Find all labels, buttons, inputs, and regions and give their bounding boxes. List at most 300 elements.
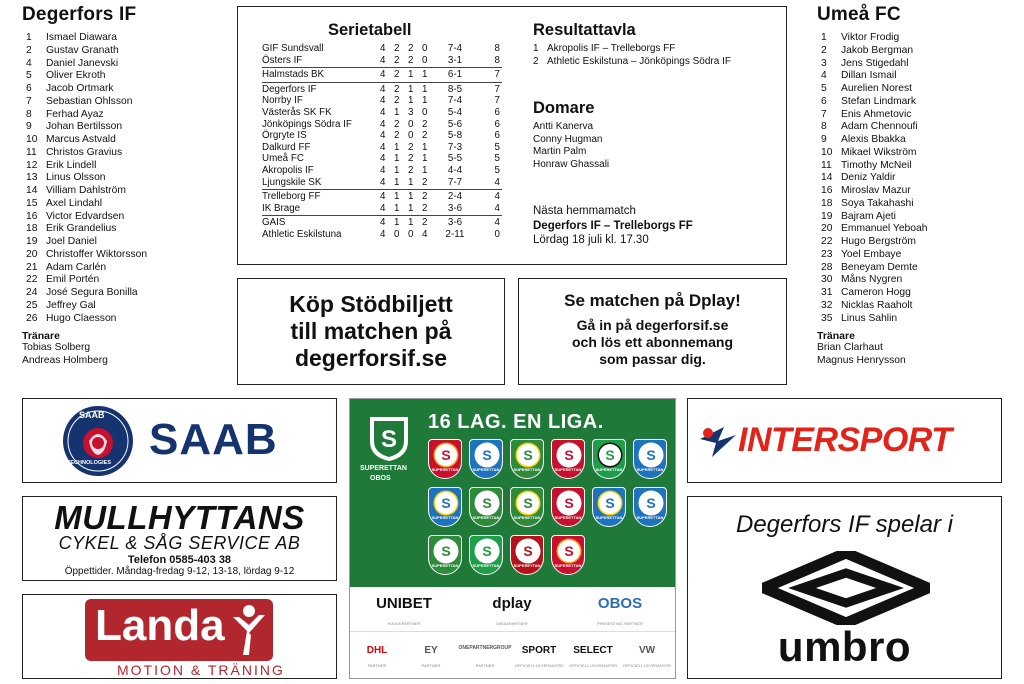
standings-goals: 3-1 [447,54,463,66]
standings-p: 4 [380,202,386,214]
standings-team: Athletic Eskilstuna [262,228,342,240]
standings-l: 1 [422,95,428,107]
player-number: 14 [26,185,38,196]
partner-logo: dplay [492,595,532,612]
standings-title: Serietabell [328,21,412,39]
standings-p: 4 [380,106,386,118]
standings-team: Ljungskile SK [262,176,322,188]
standings-team: Degerfors IF [262,83,317,95]
player-name: Jakob Bergman [841,44,914,56]
player-row [22,160,222,173]
standings-row [262,142,502,154]
player-row [22,70,222,83]
player-row [22,32,222,45]
standings-goals: 8-5 [447,83,463,95]
player-number: 31 [821,287,833,298]
player-row [22,211,222,224]
partner-label: OFFICIELL LEVERANTÖR [568,663,618,668]
player-number: 6 [26,83,32,94]
badge-ring-icon: S [435,540,457,562]
player-row [817,185,1017,198]
team-badge-icon [428,487,462,527]
standings-l: 2 [422,191,428,203]
player-name: Joel Daniel [46,236,97,247]
standings-p: 4 [380,95,386,107]
badge-label: SUPERETTAN [431,467,459,472]
superettan-title: 16 LAG. EN LIGA. [428,411,604,433]
standings-goals: 2-4 [447,191,463,203]
partner-logo: VW [638,645,656,656]
player-row [817,134,1017,147]
standings-p: 4 [380,83,386,95]
team-badge-icon [592,439,626,479]
standings-l: 2 [422,118,428,130]
player-row [817,121,1017,134]
referees-list [533,121,609,171]
standings-row [262,203,502,215]
superettan-logo-icon [364,413,414,463]
player-name: Dillan Ismail [841,70,897,82]
player-name: Victor Edvardsen [46,210,125,222]
standings-p: 4 [380,54,386,66]
person-figure-icon [229,603,269,657]
badge-label: SUPERETTAN [554,515,582,520]
player-row [817,262,1017,275]
player-number: 14 [821,172,833,184]
home-team-column [22,4,222,367]
badge-ring-icon: S [517,492,539,514]
player-number: 20 [26,248,38,260]
badge-ring-icon: S [558,540,580,562]
standings-row [262,189,502,203]
standings-l: 1 [422,164,428,176]
partner-label: PARTNER [475,663,495,668]
badge-ring-icon: S [517,444,539,466]
standings-l: 0 [422,43,428,54]
player-number: 10 [26,134,38,145]
standings-d: 1 [408,176,414,188]
player-row [22,274,222,287]
player-number: 26 [26,312,38,324]
badge-label: SUPERETTAN [595,515,623,520]
away-coach-1: Brian Clarhaut [817,342,883,354]
standings-goals: 3-6 [447,217,463,229]
standings-team: Västerås SK FK [262,106,332,118]
standings-d: 0 [408,228,414,240]
player-number: 13 [26,172,38,184]
badge-label: SUPERETTAN [472,515,500,520]
player-name: Johan Bertilsson [46,121,123,133]
badge-ring-icon: S [640,444,662,466]
team-badge-icon [469,487,503,527]
player-name: José Segura Bonilla [46,287,138,298]
player-number: 21 [26,261,38,273]
player-number: 18 [821,197,833,209]
badge-ring-icon: S [476,492,498,514]
badge-ring-icon: S [599,444,621,466]
player-name: Stefan Lindmark [841,95,916,107]
badge-label: SUPERETTAN [554,563,582,568]
dplay-line3: som passar dig. [599,351,706,367]
player-number: 10 [821,146,833,158]
standings-points: 6 [494,130,500,142]
standings-goals: 7-4 [447,43,463,54]
standings-goals: 6-1 [447,69,463,81]
badge-label: SUPERETTAN [595,467,623,472]
standings-goals: 4-4 [447,164,463,176]
team-badge-icon [428,439,462,479]
referee-name: Conny Hugman [533,133,603,145]
standings-goals: 3-6 [447,202,463,214]
standings-points: 4 [494,202,500,214]
player-name: Oliver Ekroth [46,70,106,82]
standings-team: IK Brage [262,202,301,214]
standings-p: 4 [380,43,386,54]
standings-goals: 7-3 [447,141,463,153]
standings-w: 2 [394,43,400,54]
player-row [817,83,1017,96]
standings-d: 2 [408,164,414,176]
team-badge-icon [551,439,585,479]
badge-ring-icon: S [599,492,621,514]
team-badge-icon [510,439,544,479]
badge-label: SUPERETTAN [513,563,541,568]
player-row [22,223,222,236]
results-list [533,43,783,68]
badge-label: SUPERETTAN [554,467,582,472]
player-number: 25 [26,299,38,311]
player-row [817,300,1017,313]
landa-wordmark: Landa [95,601,225,650]
player-number: 7 [26,95,32,107]
standings-team: GAIS [262,217,286,229]
player-number: 11 [821,159,832,171]
partner-logo: EY [424,645,438,656]
player-name: Adam Carlén [46,261,107,273]
badge-ring-icon: S [517,540,539,562]
player-number: 9 [26,121,32,133]
badge-label: SUPERETTAN [431,515,459,520]
player-number: 5 [821,83,827,94]
support-ticket-box [237,278,505,385]
player-number: 5 [26,70,32,82]
player-row [22,185,222,198]
standings-table [262,43,502,241]
mullhyttans-name: MULLHYTTANS [54,499,305,536]
player-number: 20 [821,223,833,235]
mullhyttans-hours: Öppettider. Måndag-fredag 9-12, 13-18, lördag 9-12 [64,566,295,577]
player-name: Christoffer Wiktorsson [46,248,148,260]
player-number: 28 [821,261,833,273]
standings-row [262,130,502,142]
badge-label: SUPERETTAN [472,563,500,568]
standings-d: 2 [408,153,414,165]
standings-p: 4 [380,176,386,188]
standings-w: 1 [394,153,400,165]
standings-team: GIF Sundsvall [262,43,324,54]
player-row [817,313,1017,326]
player-row [22,249,222,262]
standings-row [262,82,502,96]
player-name: Linus Olsson [46,172,106,184]
player-name: Viktor Frodig [841,32,900,43]
standings-w: 2 [394,95,400,107]
saab-wordmark: SAAB [149,415,278,464]
standings-p: 4 [380,118,386,130]
dplay-line1: Gå in på degerforsif.se [576,317,729,333]
standings-d: 2 [408,43,414,54]
partner-divider [350,631,676,632]
player-number: 18 [26,223,38,235]
standings-team: Jönköpings Södra IF [262,118,352,130]
badge-ring-icon: S [476,444,498,466]
player-name: Yoel Embaye [841,248,902,260]
player-number: 16 [26,210,38,222]
badge-ring-icon: S [476,540,498,562]
player-number: 35 [821,312,833,324]
standings-points: 4 [494,176,500,188]
partner-label: PARTNER [367,663,387,668]
standings-row [262,153,502,165]
player-name: Mikael Wikström [841,146,917,158]
player-number: 15 [26,197,38,209]
team-badge-icon [633,439,667,479]
player-number: 1 [26,32,32,43]
standings-d: 1 [408,83,414,95]
player-row [22,172,222,185]
standings-p: 4 [380,228,386,240]
player-row [817,274,1017,287]
standings-points: 0 [494,228,500,240]
player-name: Gustav Granath [46,44,119,56]
standings-points: 5 [494,141,500,153]
result-row: 2 Athletic Eskilstuna – Jönköpings Södra IF [533,55,731,67]
player-name: Emmanuel Yeboah [841,223,928,235]
away-team-name: Umeå FC [817,4,901,25]
standings-p: 4 [380,153,386,165]
player-row [22,287,222,300]
player-name: Måns Nygren [841,274,903,286]
standings-l: 2 [422,130,428,142]
intersport-wordmark: INTERSPORT [738,421,952,459]
standings-goals: 7-7 [447,176,463,188]
saab-ad [22,398,337,483]
standings-d: 2 [408,141,414,153]
player-name: Sebastian Ohlsson [46,95,133,107]
badge-ring-icon: S [640,492,662,514]
badge-label: SUPERETTAN [472,467,500,472]
partner-label: MEDIAPARTNER [496,621,528,626]
player-row [22,313,222,326]
standings-d: 3 [408,106,414,118]
player-name: Jens Stigedahl [841,57,909,69]
player-name: Marcus Astvald [46,134,116,145]
standings-l: 1 [422,153,428,165]
home-roster [22,32,222,325]
standings-l: 1 [422,83,428,95]
intersport-ad [687,398,1002,483]
standings-row [262,119,502,131]
player-row [22,262,222,275]
umbro-wordmark: umbro [777,623,912,670]
standings-l: 2 [422,217,428,229]
standings-l: 2 [422,202,428,214]
mullhyttans-sub: CYKEL & SÅG SERVICE AB [58,533,301,553]
standings-points: 4 [494,217,500,229]
player-number: 2 [26,44,32,56]
standings-team: Örgryte IS [262,130,307,142]
player-row [817,45,1017,58]
saab-badge-bottom: TECHNOLOGIES [67,460,112,466]
player-name: Enis Ahmetovic [841,108,912,120]
standings-team: Trelleborg FF [262,191,321,203]
player-number: 8 [821,121,827,133]
player-row [817,109,1017,122]
standings-w: 1 [394,217,400,229]
standings-points: 5 [494,164,500,176]
player-row [817,58,1017,71]
partner-label: PARTNER [421,663,441,668]
player-name: Villiam Dahlström [46,185,126,196]
standings-d: 1 [408,202,414,214]
standings-l: 2 [422,176,428,188]
umbro-ad [687,496,1002,679]
standings-row [262,107,502,119]
standings-d: 1 [408,191,414,203]
next-match-date: Lördag 18 juli kl. 17.30 [533,234,649,246]
player-name: Timothy McNeil [841,159,912,171]
player-row [817,223,1017,236]
dplay-heading: Se matchen på Dplay! [564,291,741,310]
results-title: Resultattavla [533,21,636,39]
player-row [817,172,1017,185]
badge-ring-icon: S [558,444,580,466]
standings-goals: 7-4 [447,95,463,107]
away-roster [817,32,1017,325]
player-number: 2 [821,44,827,56]
standings-l: 0 [422,54,428,66]
player-name: Beneyam Demte [841,261,918,273]
player-number: 7 [821,108,827,120]
badge-label: SUPERETTAN [513,515,541,520]
player-name: Hugo Claesson [46,312,117,324]
standings-team: Umeå FC [262,153,304,165]
player-number: 8 [26,108,32,120]
result-text: Akropolis IF – Trelleborgs FF [547,43,676,54]
partner-logo: SPORT [521,645,557,656]
player-name: Daniel Janevski [46,57,119,69]
standings-l: 1 [422,141,428,153]
standings-points: 6 [494,118,500,130]
player-row [817,287,1017,300]
standings-d: 2 [408,54,414,66]
player-row [22,96,222,109]
partner-logo: SELECT [573,645,613,656]
next-match [533,204,693,248]
player-name: Erik Lindell [46,159,97,171]
superettan-ad [349,398,676,679]
player-number: 4 [26,57,32,69]
team-badge-icon [510,535,544,575]
standings-w: 2 [394,118,400,130]
standings-team: Dalkurd FF [262,141,311,153]
standings-d: 1 [408,69,414,81]
player-row [22,83,222,96]
player-number: 19 [26,236,38,247]
player-name: Jacob Ortmark [46,83,114,94]
player-number: 16 [821,185,833,196]
standings-row [262,165,502,177]
player-number: 23 [821,248,833,260]
dplay-box [518,278,787,385]
player-name: Jeffrey Gal [46,299,96,311]
badge-ring-icon: S [435,444,457,466]
standings-w: 1 [394,106,400,118]
player-name: Soya Takahashi [841,197,914,209]
partner-label: OFFICIELL LEVERANTÖR [622,663,672,668]
superettan-logo-word: SUPERETTAN [360,465,407,472]
player-name: Bajram Ajeti [841,210,896,222]
referee-name: Antti Kanerva [533,121,594,132]
standings-p: 4 [380,130,386,142]
partner-logo: DHL [366,645,388,656]
player-row [817,236,1017,249]
landa-subtitle: MOTION & TRÄNING [117,662,285,678]
player-number: 11 [26,146,37,158]
player-name: Deniz Yaldir [841,172,896,184]
standings-p: 4 [380,141,386,153]
standings-w: 1 [394,202,400,214]
player-row [817,198,1017,211]
player-name: Erik Grandelius [46,223,117,235]
result-row: 1 Akropolis IF – Trelleborgs FF [533,43,676,54]
next-match-label: Nästa hemmamatch [533,205,636,217]
away-coach-label: Tränare [817,330,855,343]
home-team-name: Degerfors IF [22,4,137,25]
away-coach-2: Magnus Henrysson [817,354,906,366]
support-ticket-link[interactable]: degerforsif.se [294,345,448,371]
standings-points: 7 [494,69,500,81]
standings-points: 6 [494,106,500,118]
standings-team: Akropolis IF [262,164,314,176]
standings-row [262,177,502,189]
player-row [22,134,222,147]
player-number: 22 [821,236,833,247]
standings-goals: 5-5 [447,153,463,165]
player-row [817,70,1017,83]
standings-row [262,55,502,67]
player-name: Ferhad Ayaz [46,108,104,120]
standings-w: 1 [394,191,400,203]
standings-w: 2 [394,130,400,142]
standings-w: 2 [394,54,400,66]
player-row [817,32,1017,45]
standings-w: 2 [394,83,400,95]
standings-goals: 5-6 [447,118,463,130]
standings-row [262,215,502,229]
player-name: Axel Lindahl [46,197,103,209]
player-row [817,160,1017,173]
badge-ring-icon: S [435,492,457,514]
player-number: 6 [821,95,827,107]
standings-goals: 5-8 [447,130,463,142]
standings-l: 1 [422,69,428,81]
standings-row [262,67,502,81]
player-number: 9 [821,134,827,145]
home-coach-1: Tobias Solberg [22,342,91,354]
player-number: 4 [821,70,827,82]
svg-text:S: S [380,426,398,453]
